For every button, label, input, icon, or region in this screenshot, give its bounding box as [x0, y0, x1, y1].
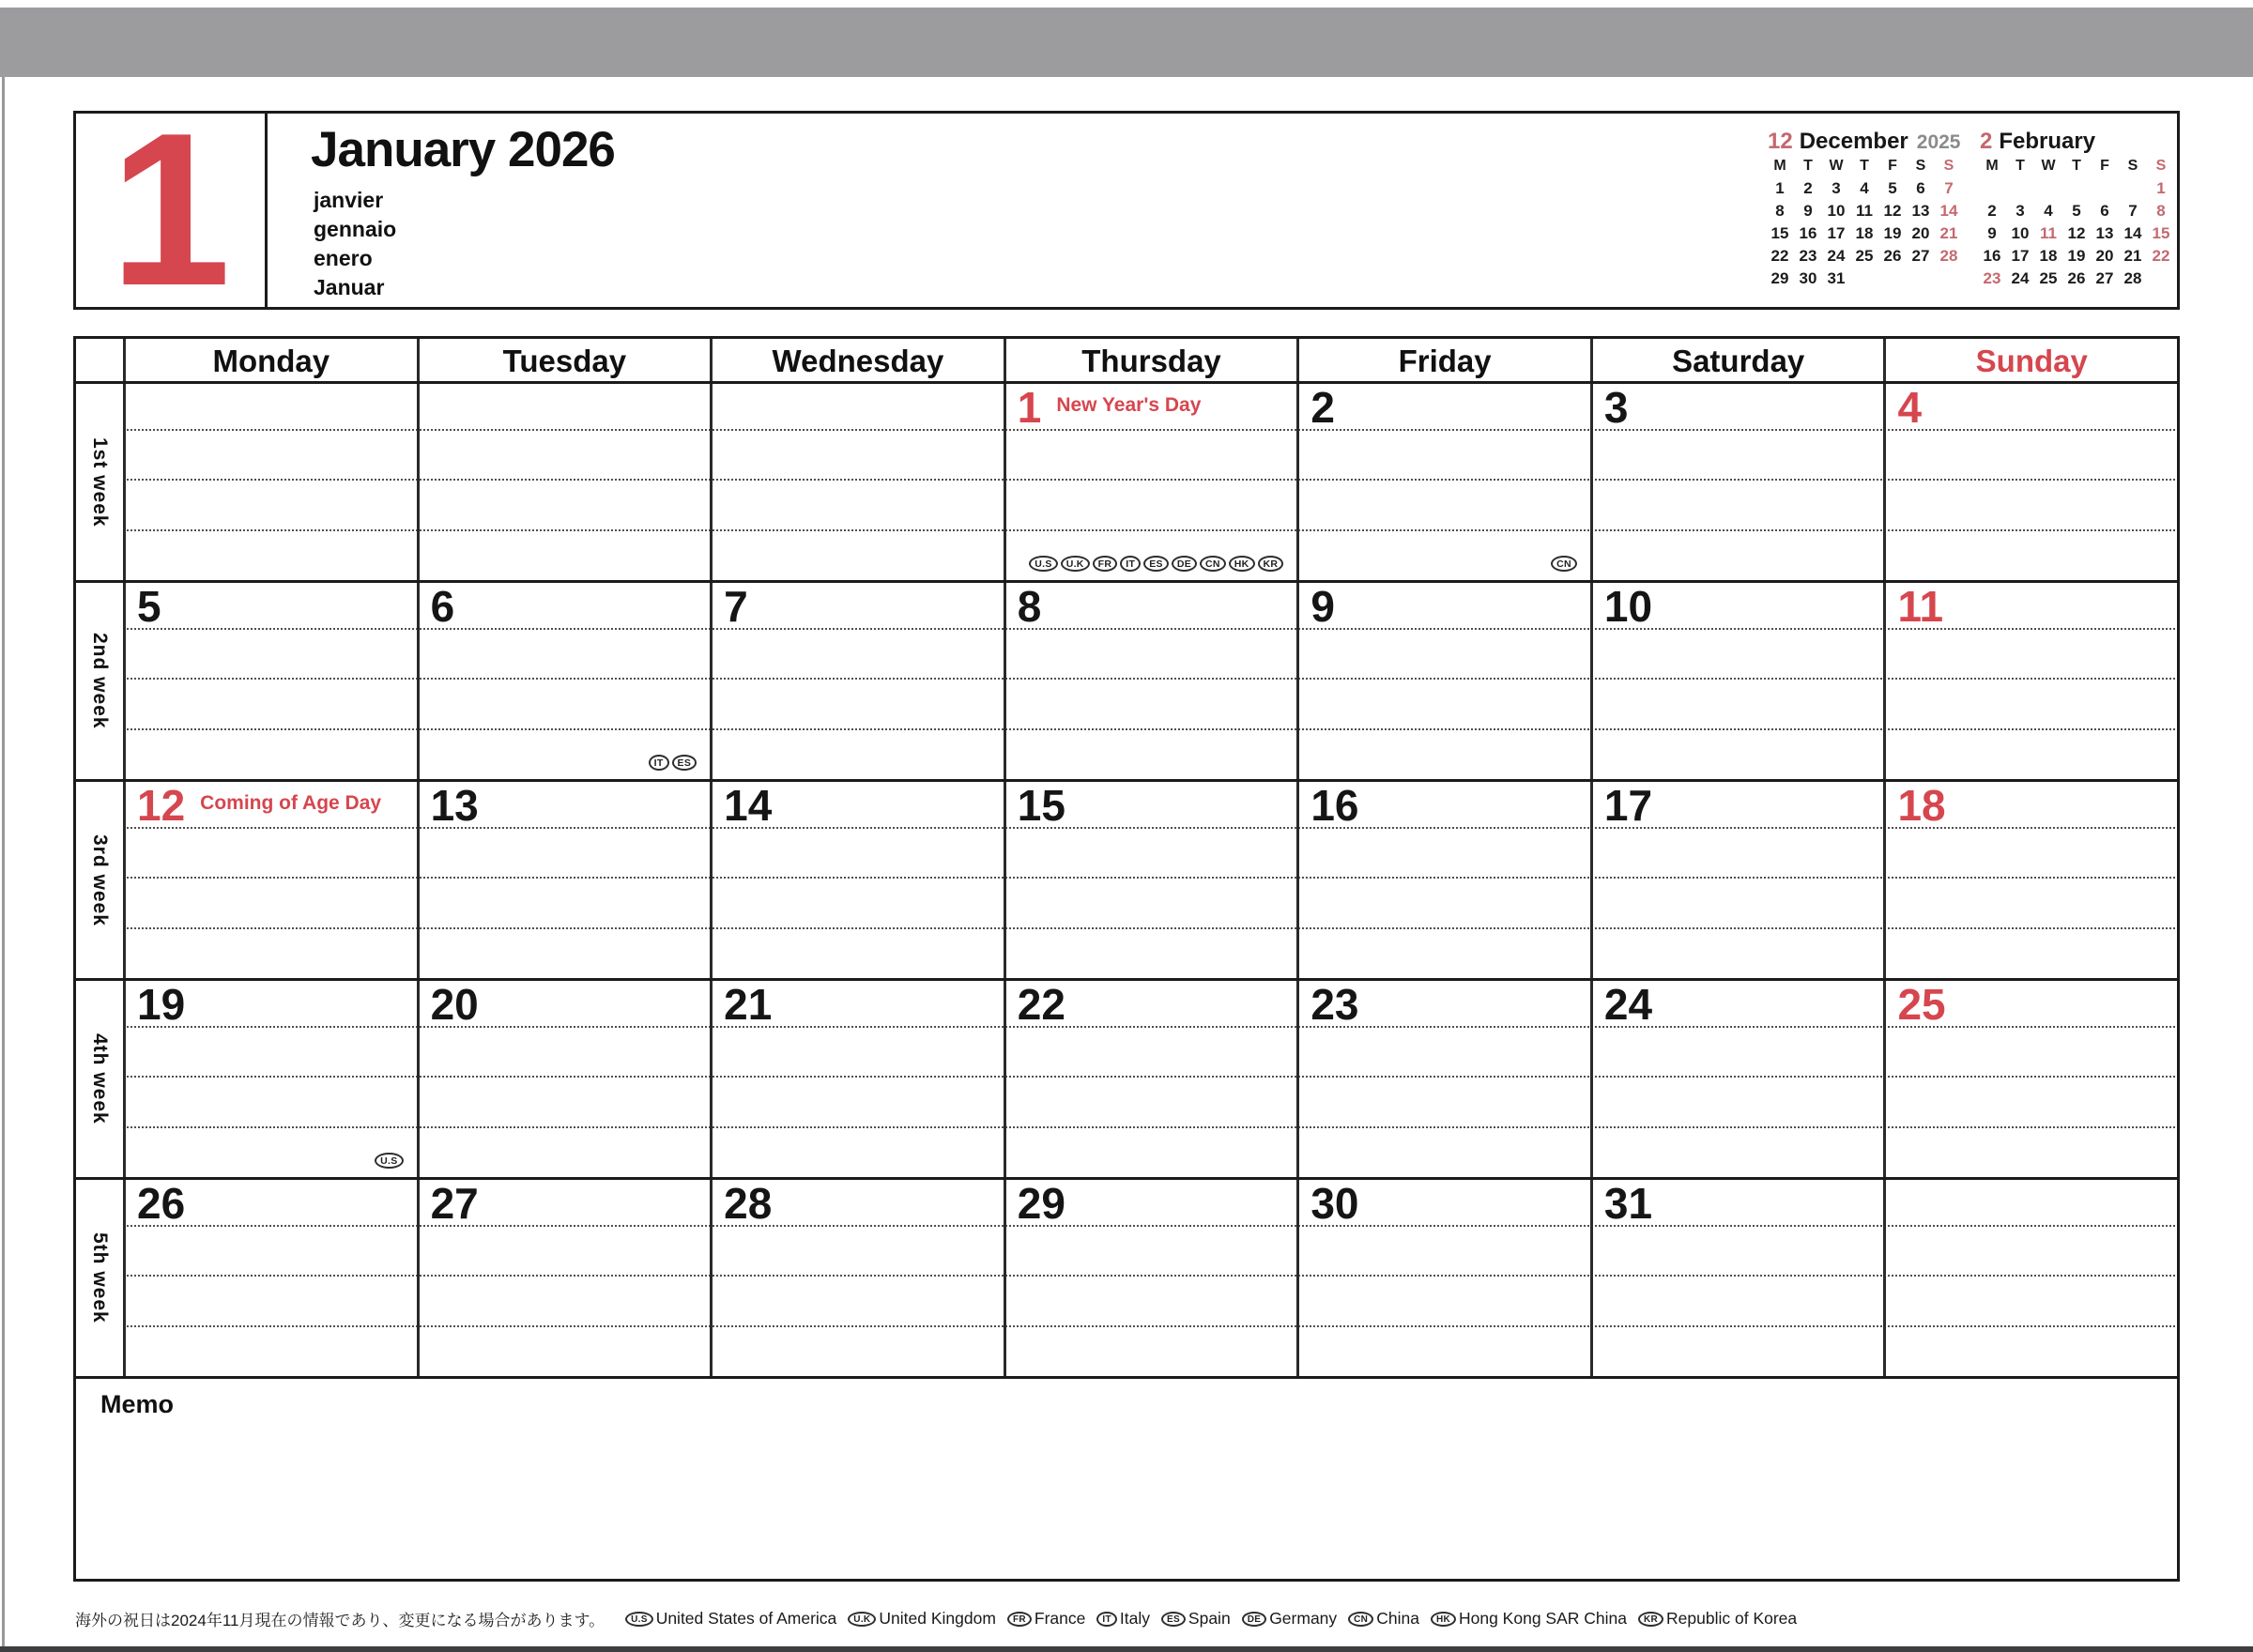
date-number: 22 [1017, 980, 1065, 1029]
date-number: 8 [1017, 582, 1042, 631]
legend-label: Republic of Korea [1666, 1609, 1798, 1628]
date-number: 20 [430, 980, 479, 1029]
date-row [1593, 384, 1884, 430]
legend-item-es [1161, 1609, 1231, 1629]
mini-day: 19 [1883, 224, 1902, 242]
date-number: 23 [1310, 980, 1359, 1029]
day-cell-6 [417, 583, 711, 779]
legend-item-us [625, 1609, 836, 1629]
mini-month-number: 12 [1768, 129, 1793, 154]
day-cell-19 [123, 981, 417, 1177]
mini-day [2147, 268, 2175, 290]
date-number: 29 [1017, 1179, 1065, 1228]
country-badges [649, 755, 697, 771]
country-badge-de: DE [1172, 556, 1197, 572]
country-badge-es: ES [1143, 556, 1169, 572]
day-cell-4 [1883, 384, 2177, 580]
month-number-box [76, 87, 268, 331]
date-number: 11 [1897, 582, 1944, 631]
top-gray-bar [0, 8, 2253, 77]
day-cell-2 [1296, 384, 1590, 580]
day-cell-8 [1004, 583, 1297, 779]
mini-day: 17 [1827, 224, 1846, 242]
mini-day: 22 [2152, 247, 2170, 265]
legend-label: United Kingdom [879, 1609, 996, 1628]
day-cell-25 [1883, 981, 2177, 1177]
mini-dow: F [1888, 158, 1897, 174]
mini-dow: T [1803, 158, 1813, 174]
calendar-body [76, 384, 2177, 1379]
mini-day [2119, 177, 2147, 200]
week-row-3 [76, 782, 2177, 981]
country-badge-it: IT [649, 755, 669, 771]
mini-day: 2 [1803, 179, 1813, 197]
date-row [1886, 782, 2177, 828]
country-badge-de: DE [1242, 1612, 1267, 1627]
mini-day: 29 [1770, 269, 1789, 287]
week-label: 5th week [89, 1232, 111, 1323]
date-row [126, 384, 417, 386]
date-row [420, 782, 711, 828]
mini-day: 6 [2100, 202, 2109, 220]
legend-items [625, 1609, 1797, 1629]
day-header-wednesday: Wednesday [710, 339, 1004, 381]
week-label-cell [76, 1180, 123, 1376]
legend-label: United States of America [655, 1609, 837, 1628]
date-row [1886, 384, 2177, 430]
date-number: 28 [724, 1179, 773, 1228]
date-number: 14 [724, 781, 773, 830]
country-badge-hk: HK [1229, 556, 1255, 572]
country-badge-fr: FR [1093, 556, 1118, 572]
date-row [420, 1180, 711, 1226]
mini-dow: W [1829, 158, 1844, 174]
mini-day: 27 [2095, 269, 2114, 287]
legend-item-hk [1431, 1609, 1627, 1629]
legend-note: 海外の祝日は2024年11月現在の情報であり、変更になる場合があります。 [75, 1612, 605, 1629]
date-number: 31 [1603, 1179, 1653, 1228]
mini-day: 23 [1983, 269, 2001, 287]
country-badge-es: ES [672, 755, 697, 771]
date-number: 17 [1603, 781, 1653, 830]
mini-day: 30 [1799, 269, 1817, 287]
mini-dow: S [1943, 158, 1954, 174]
mini-day: 24 [2011, 269, 2030, 287]
mini-day: 22 [1770, 247, 1789, 265]
mini-calendar-december [1766, 129, 1967, 290]
date-row [126, 981, 417, 1027]
date-number: 12 [137, 781, 186, 830]
mini-day: 3 [2015, 202, 2025, 220]
country-badge-cn: CN [1200, 556, 1226, 572]
mini-dow: T [2015, 158, 2025, 174]
country-badge-us: U.S [1029, 556, 1057, 572]
page-bottom-edge [0, 1646, 2253, 1652]
holiday-label: New Year's Day [1056, 394, 1202, 416]
mini-day: 24 [1827, 247, 1846, 265]
week-row-2 [76, 583, 2177, 782]
week-row-5 [76, 1180, 2177, 1379]
week-label-cell [76, 583, 123, 779]
date-row [1886, 981, 2177, 1027]
country-badge-es: ES [1161, 1612, 1186, 1627]
date-row [713, 384, 1004, 386]
day-cell-17 [1590, 782, 1884, 978]
day-cell-14 [710, 782, 1004, 978]
mini-day: 18 [1855, 224, 1874, 242]
mini-day: 12 [1883, 202, 1902, 220]
date-number: 2 [1310, 383, 1335, 432]
calendar-header-row [76, 339, 2177, 384]
date-row [420, 981, 711, 1027]
country-badges [1551, 556, 1577, 572]
date-row [713, 583, 1004, 629]
legend-label: France [1034, 1609, 1086, 1628]
mini-day: 15 [2152, 224, 2170, 242]
mini-month-name: February [1999, 129, 2096, 154]
legend-item-uk [848, 1609, 996, 1629]
mini-day: 8 [2156, 202, 2166, 220]
mini-dow: S [2155, 158, 2167, 174]
calendar-corner-cell [76, 339, 123, 381]
week-row-1 [76, 384, 2177, 583]
mini-day: 7 [1944, 179, 1954, 197]
day-cell-empty [710, 384, 1004, 580]
day-cell-empty [123, 384, 417, 580]
date-row [1593, 981, 1884, 1027]
mini-day: 10 [2011, 224, 2030, 242]
legend-item-cn [1348, 1609, 1419, 1629]
mini-day [1935, 268, 1963, 290]
memo-section [76, 1379, 2177, 1579]
date-row [1006, 1180, 1297, 1226]
mini-calendar-header [1978, 129, 2179, 155]
country-badge-fr: FR [1007, 1612, 1032, 1627]
date-row [1593, 782, 1884, 828]
day-header-sunday: Sunday [1883, 339, 2177, 381]
mini-month-number: 2 [1980, 129, 1993, 154]
mini-day [2034, 177, 2062, 200]
mini-day: 5 [2072, 202, 2081, 220]
country-badge-kr: KR [1638, 1612, 1663, 1627]
day-header-saturday: Saturday [1590, 339, 1884, 381]
mini-day: 14 [2123, 224, 2142, 242]
page-left-edge [2, 77, 5, 1646]
date-row [1299, 981, 1590, 1027]
legend-item-it [1096, 1609, 1150, 1629]
mini-day: 1 [2156, 179, 2166, 197]
mini-day: 26 [2067, 269, 2086, 287]
country-badge-it: IT [1120, 556, 1141, 572]
date-row [713, 981, 1004, 1027]
week-label-cell [76, 384, 123, 580]
week-days [123, 1180, 2177, 1376]
mini-day: 11 [2040, 224, 2057, 242]
date-number: 3 [1603, 383, 1629, 432]
legend-label: Italy [1119, 1609, 1150, 1628]
mini-calendar-february [1978, 129, 2179, 290]
date-number: 4 [1897, 383, 1923, 432]
mini-day: 4 [1860, 179, 1869, 197]
legend-item-kr [1638, 1609, 1797, 1629]
month-number: 1 [109, 87, 232, 331]
mini-day: 16 [1983, 247, 2001, 265]
date-row [126, 1180, 417, 1226]
legend-label: Hong Kong SAR China [1458, 1609, 1627, 1628]
mini-day: 9 [1987, 224, 1997, 242]
date-number: 7 [724, 582, 748, 631]
mini-day: 3 [1832, 179, 1841, 197]
mini-day: 14 [1939, 202, 1958, 220]
mini-day: 15 [1770, 224, 1789, 242]
mini-day: 9 [1803, 202, 1813, 220]
mini-dow: F [2100, 158, 2109, 174]
day-cell-7 [710, 583, 1004, 779]
holiday-label: Coming of Age Day [200, 792, 382, 814]
week-label-cell [76, 782, 123, 978]
mini-dow: S [1915, 158, 1926, 174]
translation-french: janvier [314, 188, 384, 212]
mini-day: 11 [1856, 202, 1873, 220]
day-cell-30 [1296, 1180, 1590, 1376]
week-days [123, 782, 2177, 978]
date-row [1006, 981, 1297, 1027]
day-cell-20 [417, 981, 711, 1177]
mini-dow: S [2127, 158, 2138, 174]
week-days [123, 981, 2177, 1177]
mini-dow: M [1985, 158, 1999, 174]
mini-month-name: December [1799, 129, 1908, 154]
date-number: 19 [137, 980, 186, 1029]
footer-legend [75, 1607, 2197, 1630]
mini-day: 31 [1827, 269, 1846, 287]
day-header-monday: Monday [123, 339, 417, 381]
mini-day: 10 [1827, 202, 1846, 220]
country-badge-cn: CN [1551, 556, 1577, 572]
day-cell-29 [1004, 1180, 1297, 1376]
mini-day [2006, 177, 2034, 200]
mini-day: 8 [1775, 202, 1785, 220]
date-row [1006, 583, 1297, 629]
mini-day [2091, 177, 2119, 200]
date-row [1299, 583, 1590, 629]
month-translations [314, 186, 615, 302]
mini-day: 21 [2123, 247, 2142, 265]
mini-day: 16 [1799, 224, 1817, 242]
day-cell-13 [417, 782, 711, 978]
country-badge-uk: U.K [848, 1612, 876, 1627]
country-badges [1029, 556, 1283, 572]
week-days [123, 384, 2177, 580]
day-cell-empty [1883, 1180, 2177, 1376]
date-number: 25 [1897, 980, 1946, 1029]
day-cell-12 [123, 782, 417, 978]
mini-day: 25 [1855, 247, 1874, 265]
page-title: January 2026 [311, 122, 615, 177]
day-cell-28 [710, 1180, 1004, 1376]
date-number: 18 [1897, 781, 1946, 830]
date-number: 10 [1603, 582, 1653, 631]
week-days [123, 583, 2177, 779]
month-header [73, 87, 2180, 331]
week-label: 3rd week [89, 834, 111, 926]
day-cell-24 [1590, 981, 1884, 1177]
date-row [713, 1180, 1004, 1226]
date-row [1299, 782, 1590, 828]
translation-italian: gennaio [314, 217, 397, 241]
country-badge-us: U.S [375, 1153, 403, 1169]
mini-day [1907, 268, 1935, 290]
date-number: 26 [137, 1179, 186, 1228]
day-cell-21 [710, 981, 1004, 1177]
date-row [1299, 1180, 1590, 1226]
mini-day: 17 [2011, 247, 2030, 265]
date-row [1299, 384, 1590, 430]
country-badge-it: IT [1096, 1612, 1117, 1627]
legend-label: Spain [1188, 1609, 1231, 1628]
day-header-tuesday: Tuesday [417, 339, 711, 381]
mini-calendar-grid [1766, 155, 1967, 290]
country-badge-cn: CN [1348, 1612, 1373, 1627]
date-number: 13 [430, 781, 479, 830]
country-badge-uk: U.K [1061, 556, 1090, 572]
day-cell-15 [1004, 782, 1297, 978]
day-cell-22 [1004, 981, 1297, 1177]
mini-day: 20 [1911, 224, 1930, 242]
mini-dow: T [2072, 158, 2081, 174]
day-cell-11 [1883, 583, 2177, 779]
date-row [1886, 583, 2177, 629]
date-number: 5 [137, 582, 161, 631]
country-badge-hk: HK [1431, 1612, 1456, 1627]
mini-day: 18 [2039, 247, 2058, 265]
mini-day: 25 [2039, 269, 2058, 287]
mini-day: 4 [2044, 202, 2053, 220]
date-row [126, 782, 417, 828]
week-label: 1st week [89, 436, 111, 528]
mini-day: 13 [1911, 202, 1930, 220]
mini-day: 20 [2095, 247, 2114, 265]
date-row [420, 384, 711, 386]
date-number: 16 [1310, 781, 1359, 830]
mini-day: 5 [1888, 179, 1897, 197]
legend-item-de [1242, 1609, 1337, 1629]
calendar-grid [73, 336, 2180, 1582]
mini-day [1850, 268, 1878, 290]
country-badge-kr: KR [1258, 556, 1284, 572]
date-row [1006, 782, 1297, 828]
day-header-friday: Friday [1296, 339, 1590, 381]
day-header-thursday: Thursday [1004, 339, 1297, 381]
date-row [420, 583, 711, 629]
mini-day: 7 [2128, 202, 2138, 220]
mini-day [2062, 177, 2091, 200]
translation-spanish: enero [314, 246, 373, 270]
mini-year: 2025 [1916, 131, 1961, 153]
mini-day: 28 [1939, 247, 1958, 265]
week-label-cell [76, 981, 123, 1177]
legend-item-fr [1007, 1609, 1085, 1629]
day-cell-18 [1883, 782, 2177, 978]
week-label: 4th week [89, 1033, 111, 1124]
mini-day: 21 [1939, 224, 1958, 242]
date-number: 24 [1603, 980, 1653, 1029]
date-row [1006, 384, 1297, 430]
day-cell-23 [1296, 981, 1590, 1177]
day-cell-16 [1296, 782, 1590, 978]
legend-label: China [1376, 1609, 1419, 1628]
country-badge-us: U.S [625, 1612, 653, 1627]
week-label: 2nd week [89, 633, 111, 729]
mini-calendar-grid [1978, 155, 2179, 290]
date-number: 6 [430, 582, 455, 631]
mini-calendar-header [1766, 129, 1967, 155]
mini-day: 1 [1775, 179, 1785, 197]
memo-label: Memo [100, 1390, 175, 1418]
date-row [1593, 1180, 1884, 1226]
month-title-block [311, 121, 615, 302]
day-cell-26 [123, 1180, 417, 1376]
day-cell-empty [417, 384, 711, 580]
mini-day: 12 [2067, 224, 2086, 242]
day-cell-9 [1296, 583, 1590, 779]
date-row [1886, 1180, 2177, 1182]
mini-day [1878, 268, 1907, 290]
mini-day: 27 [1911, 247, 1930, 265]
mini-dow: W [2041, 158, 2056, 174]
day-cell-27 [417, 1180, 711, 1376]
date-number: 21 [724, 980, 773, 1029]
translation-german: Januar [314, 275, 385, 299]
day-cell-5 [123, 583, 417, 779]
day-cell-1 [1004, 384, 1297, 580]
day-cell-3 [1590, 384, 1884, 580]
mini-day [1978, 177, 2006, 200]
week-row-4 [76, 981, 2177, 1180]
mini-day: 28 [2123, 269, 2142, 287]
mini-dow: T [1860, 158, 1869, 174]
mini-dow: M [1773, 158, 1786, 174]
mini-day: 26 [1883, 247, 1902, 265]
date-row [713, 782, 1004, 828]
date-number: 1 [1017, 383, 1042, 432]
date-number: 15 [1017, 781, 1065, 830]
mini-day: 23 [1799, 247, 1817, 265]
day-cell-10 [1590, 583, 1884, 779]
mini-day: 6 [1916, 179, 1925, 197]
mini-day: 2 [1987, 202, 1997, 220]
date-row [126, 583, 417, 629]
date-number: 9 [1310, 582, 1335, 631]
mini-day: 19 [2067, 247, 2086, 265]
date-row [1593, 583, 1884, 629]
date-number: 30 [1310, 1179, 1359, 1228]
date-number: 27 [430, 1179, 479, 1228]
mini-day: 13 [2095, 224, 2114, 242]
country-badges [375, 1153, 403, 1169]
legend-label: Germany [1269, 1609, 1338, 1628]
day-cell-31 [1590, 1180, 1884, 1376]
